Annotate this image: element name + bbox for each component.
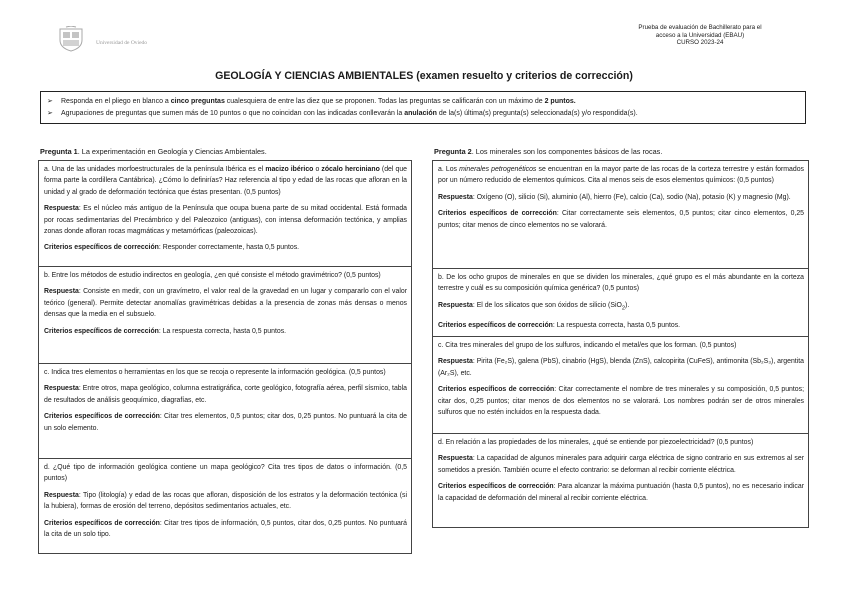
q2d-answer: Respuesta: La capacidad de algunos minerales para adquirir carga eléctrica de signo contrario en sus extremos al ser sometidos a presión. También ocurre el efecto contrario: se deforman al recibir corriente eléctrica.	[438, 455, 804, 474]
instructions-box	[40, 91, 806, 124]
arrow-bullet-icon: ➢	[47, 98, 53, 105]
header-line-1: Prueba de evaluación de Bachillerato para el	[638, 24, 762, 31]
instruction-1: ➢ Responda en el pliego en blanco a cinco preguntas cualesquiera de entre las diez que se proponen. Todas las preguntas se calificarán con un máximo de 2 puntos.	[47, 96, 799, 108]
q2a-question: a. Los minerales petrogenéticos se encuentran en la mayor parte de las rocas de la corteza terrestre y están formados por un número reducido de elementos químicos. Cita al menos seis de esos elementos químicos: (0,5 puntos)	[438, 166, 804, 185]
q2b-criteria: Criterios específicos de corrección: La respuesta correcta, hasta 0,5 puntos.	[438, 321, 681, 329]
q2b-question: b. De los ocho grupos de minerales en que se dividen los minerales, ¿qué grupo es el más abundante en la corteza terrestre y cuál es su composición química genérica? (0,5 puntos)	[438, 274, 804, 293]
q1b-answer: Respuesta: Consiste en medir, con un gravímetro, el valor real de la gravedad en un lugar y compararlo con el valor teórico (general). Permite detectar anomalías gravimétricas debidas a la presencia de zonas más densas o menos densas que la media en el subsuelo.	[44, 288, 407, 319]
q2c-question: c. Cita tres minerales del grupo de los sulfuros, indicando el metal/es que los forman. (0,5 puntos)	[438, 342, 737, 349]
instruction-2: ➢ Agrupaciones de preguntas que sumen más de 10 puntos o que no coincidan con las indicadas conllevarán la anulación de la(s) última(s) pregunta(s) seleccionada(s) y/o respondida(s).	[47, 108, 799, 120]
q1a-criteria: Criterios específicos de corrección: Responder correctamente, hasta 0,5 puntos.	[44, 244, 300, 252]
q2b-answer: Respuesta: El de los silicatos que son óxidos de silicio (SiO$_2$).	[438, 301, 630, 312]
q2c-criteria: Criterios específicos de corrección: Citar correctamente el nombre de tres minerales y su composición, 0,5 puntos; citar dos, 0,25 puntos; citar menos de dos elementos no se valorará. Los nombres podrán ser de otros minerales sulfuros que no estén incluidos en la respuesta dada.	[438, 386, 804, 417]
q1b-question: b. Entre los métodos de estudio indirectos en geología, ¿en qué consiste el método gravimétrico? (0,5 puntos)	[44, 272, 381, 279]
q1-section-b	[39, 267, 411, 364]
question-2-heading: Pregunta 2. Los minerales son los componentes básicos de las rocas.	[434, 147, 663, 156]
university-crest-icon	[52, 26, 92, 52]
header-line-3: CURSO 2023-24	[676, 39, 724, 47]
q2-section-c	[433, 337, 808, 434]
q1-section-a	[39, 161, 411, 267]
question-1-heading: Pregunta 1. La experimentación en Geología y Ciencias Ambientales.	[40, 147, 267, 156]
q1c-answer: Respuesta: Entre otros, mapa geológico, columna estratigráfica, corte geológico, fotografía aérea, perfil sísmico, tabla de resultados de análisis geoquímico, diagrafías, etc.	[44, 385, 407, 404]
q1d-question: d. ¿Qué tipo de información geológica contiene un mapa geológico? Cita tres tipos de datos o información. (0,5 puntos)	[44, 464, 407, 483]
q2d-question: d. En relación a las propiedades de los minerales, ¿qué se entiende por piezoelectricidad? (0,5 puntos)	[438, 439, 754, 446]
q1d-criteria: Criterios específicos de corrección: Citar tres tipos de información, 0,5 puntos, citar dos, 0,25 puntos. No puntuará la cita de un solo tipo.	[44, 519, 408, 539]
page-title: GEOLOGÍA Y CIENCIAS AMBIENTALES (examen resuelto y criterios de corrección)	[215, 70, 633, 82]
q1c-criteria: Criterios específicos de corrección: Citar tres elementos, 0,5 puntos; citar dos, 0,25 puntos. No puntuará la cita de un solo elemento.	[44, 413, 407, 432]
q2-section-a	[433, 161, 808, 269]
q2c-answer: Respuesta: Pirita (Fe₂S), galena (PbS), cinabrio (HgS), blenda (ZnS), calcopirita (CuFeS), antimonita (Sb₂S₃), argentita (Ar₂S), etc.	[438, 358, 804, 377]
q1a-question: a. Una de las unidades morfoestructurales de la península Ibérica es el macizo ibérico o zócalo herciniano (del que forma parte la cordillera Cantábrica). ¿Cómo lo definirías? Haz referencia al tipo y edad de las rocas que afloran en la unidad y al grado de deformación tectónica que éstas presentan. (0,5 puntos)	[44, 166, 407, 196]
q1-section-d	[39, 459, 411, 554]
exam-header	[600, 24, 800, 47]
q1d-answer: Respuesta: Tipo (litología) y edad de las rocas que afloran, disposición de los estratos y la deformación tectónica (si la hubiera), formas de erosión del terreno, depósitos sedimentarios actuales, etc.	[44, 491, 407, 511]
q1a-answer: Respuesta: Es el núcleo más antiguo de la Península que ocupa buena parte de su mitad occidental. Está formada por rocas sedimentarias del Precámbrico y del Paleozoico (antiguas), con intensa deformación tectónica, y amplias zonas donde afloran rocas magmáticas y metamórficas (paleozoicas).	[44, 205, 407, 236]
university-logo	[52, 26, 152, 50]
arrow-bullet-icon: ➢	[47, 110, 53, 117]
q2-section-d	[433, 434, 808, 528]
question-2-table	[432, 160, 809, 528]
q2a-answer: Respuesta: Oxígeno (O), silicio (Si), aluminio (Al), hierro (Fe), calcio (Ca), sodio (Na), potasio (K) y magnesio (Mg).	[438, 193, 791, 201]
logo-text: Universidad de Oviedo	[96, 40, 148, 46]
header-line-2: acceso a la Universidad (EBAU)	[655, 31, 745, 39]
q2-section-b	[433, 269, 808, 337]
q1-section-c	[39, 364, 411, 459]
q2d-criteria: Criterios específicos de corrección: Para alcanzar la máxima puntuación (hasta 0,5 puntos), no es necesario indicar la capacidad de deformación del mineral al recibir corriente eléctrica.	[438, 483, 804, 502]
q1c-question: c. Indica tres elementos o herramientas en los que se recoja o represente la información geológica. (0,5 puntos)	[44, 369, 386, 376]
question-1-table	[38, 160, 412, 554]
q1b-criteria: Criterios específicos de corrección: La respuesta correcta, hasta 0,5 puntos.	[44, 327, 287, 335]
q2a-criteria: Criterios específicos de corrección: Citar correctamente seis elementos, 0,5 puntos; citar cinco elementos, 0,25 puntos; citar menos de cinco elementos no se valorará.	[438, 210, 805, 229]
